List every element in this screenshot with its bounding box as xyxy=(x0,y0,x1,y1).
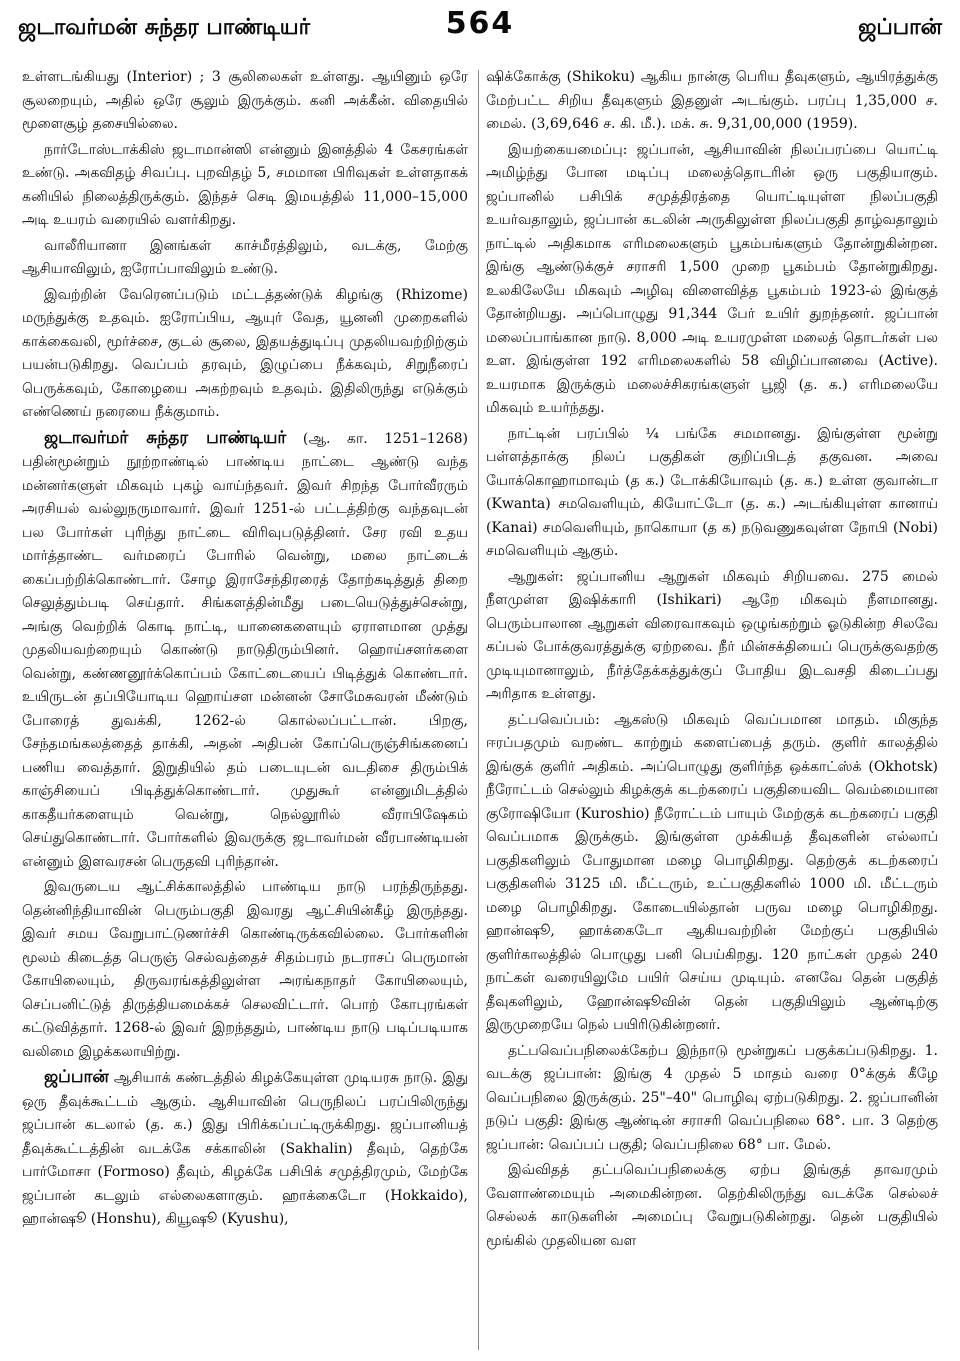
paragraph: நார்டோஸ்டாக்கிஸ் ஜடாமான்ஸி என்னும் இனத்தில் 4 கேசரங்கள் உண்டு. அகவிதழ் சிவப்பு. புறவிதழ் 5, சமமான பிரிவுகள் உள்ளதாகக் கனியில் நிலைத்திருக்கும். இந்தச் செடி இமயத்தில் 11,000–15,000 அடி உயரம் வரையில் வளர்கிறது. xyxy=(22,141,468,228)
paragraph: ஷிக்கோக்கு (Shikoku) ஆகிய நான்கு பெரிய தீவுகளும், ஆயிரத்துக்கு மேற்பட்ட சிறிய தீவுகளும் இதனுள் அடங்கும். பரப்பு 1,35,000 ச. மைல். (3,69,646 ச. கி. மீ.). மக். சு. 9,31,00,000 (1959). xyxy=(486,69,938,132)
left-column xyxy=(22,66,468,1352)
paragraph: இயற்கையமைப்பு: ஜப்பான், ஆசியாவின் நிலப்பரப்பை யொட்டி அமிழ்ந்து போன மடிப்பு மலைத்தொடரின் ஒரு பகுதியாகும். ஜப்பானில் பசிபிக் சமுத்திரத்தை யொட்டியுள்ள நிலப்பகுதி உயர்வதாலும், ஜப்பான் கடலின் அருகிலுள்ள நிலப்பகுதி தாழ்வதாலும் நாட்டில் அதிகமாக எரிமலைகளும் பூகம்பங்களும் தோன்றுகின்றன. இங்கு ஆண்டுக்குச் சராசரி 1,500 முறை பூகம்பம் தோன்றுகிறது. உலகிலேயே மிகவும் அழிவு விளைவித்த பூகம்பம் 1923-ல் இங்குத் தோன்றியது. அப்பொழுது 91,344 பேர் உயிர் துறந்தனர். ஜப்பான் மலைப்பாங்கான நாடு. 8,000 அடி உயரமுள்ள மலைத் தொடர்கள் பல உள. இங்குள்ள 192 எரிமலைகளில் 58 விழிப்பானவை (Active). உயரமாக இருக்கும் மலைச்சிகரங்களுள் பூஜி (த. க.) எரிமலையே மிகவும் உயர்ந்தது. xyxy=(486,141,938,416)
entry-pandiyar xyxy=(22,427,468,875)
page-number: 564 xyxy=(445,6,515,41)
paragraph: இவருடைய ஆட்சிக்காலத்தில் பாண்டிய நாடு பரந்திருந்தது. தென்னிந்தியாவின் பெரும்பகுதி இவரது ஆட்சியின்கீழ் இருந்தது. இவர் சமய வேறுபாட்டுணர்ச்சி கொண்டிருக்கவில்லை. போர்களின் மூலம் கிடைத்த பெருஞ் செல்வத்தைச் சிதம்பரம் நடராசப் பெருமான் கோயிலையும், திருவரங்கத்திலுள்ள அரங்கநாதர் கோயிலையும், செப்பனிட்டுத் திருத்தியமைக்கச் செலவிட்டார். பொற் கோபுரங்கள் கட்டுவித்தார். 1268-ல் இவர் இறந்ததும், பாண்டிய நாடு படிப்படியாக வலிமை இழக்கலாயிற்று. xyxy=(22,879,468,1060)
paragraph: தட்பவெப்பம்: ஆகஸ்டு மிகவும் வெப்பமான மாதம். மிகுந்த ஈரப்பதமும் வறண்ட காற்றும் களைப்பைத் தரும். குளிர் காலத்தில் இங்குக் குளிர் அதிகம். அப்பொழுது குளிர்ந்த ஒக்காட்ஸ்க் (Okhotsk) நீரோட்டம் செல்லும் கிழக்குக் கடற்கரைப் பகுதியைவிட வெம்மையான குரோஷியோ (Kuroshio) நீரோட்டம் பாயும் மேற்குக் கடற்கரைப் பகுதி வெப்பமாக இருக்கும். இங்குள்ள முக்கியத் தீவுகளின் எல்லாப் பகுதிகளிலும் போதுமான மழை பொழிகிறது. தெற்குக் கடற்கரைப் பகுதிகளில் 3125 மி. மீட்டரும், உட்பகுதிகளில் 1000 மி. மீட்டரும் மழை பொழிகிறது. கோடையில்தான் பருவ மழை பொழிகிறது. ஹான்ஷூ, ஹாக்கைடோ ஆகியவற்றின் மேற்குப் பகுதியில் குளிர்காலத்தில் பொழுது பனி பெய்கிறது. 120 நாட்கள் முதல் 240 நாட்கள் வரையிலுமே பயிர் செய்ய முடியும். எனவே தென் பகுதித் தீவுகளிலும், ஹோன்ஷூவின் தென் பகுதியிலும் ஆண்டிற்கு இருமுறையே நெல் பயிரிடுகின்றனர். xyxy=(486,711,938,1033)
paragraph: உள்ளடங்கியது (Interior) ; 3 சூலிலைகள் உள்ளது. ஆயினும் ஒரே சூலறையும், அதில் ஒரே சூலும் இருக்கும். கனி அக்கீன். விதையில் மூளைசூழ் தசையில்லை. xyxy=(22,69,468,132)
paragraph: இவற்றின் வேரெனப்படும் மட்டத்தண்டுக் கிழங்கு (Rhizome) மருந்துக்கு உதவும். ஐரோப்பிய, ஆயுர் வேத, யூனனி முறைகளில் காக்கைவலி, மூர்ச்சை, குடல் சூலை, இதயத்துடிப்பு முதலியவற்றிற்கும் பயன்படுகிறது. வெப்பம் தரவும், இழுப்பை நீக்கவும், சிறுநீரைப் பெருக்கவும், கோழையை அகற்றவும் உதவும். இதிலிருந்து எடுக்கும் எண்ணெய் நரையை நீக்குமாம். xyxy=(22,286,468,420)
entry-headword: ஜப்பான் xyxy=(44,1067,109,1087)
right-column xyxy=(486,66,938,1352)
entry-text: (ஆ. கா. 1251–1268) பதின்மூன்றும் நூற்றாண்டில் பாண்டிய நாட்டை ஆண்டு வந்த மன்னர்களுள் மிகவும் புகழ் வாய்ந்தவர். இவர் சிறந்த போர்வீரரும் அரசியல் வல்லுநருமாவார். இவர் 1251-ல் பட்டத்திற்கு வந்தவுடன் பல போர்கள் புரிந்து நாட்டை விரிவுபடுத்தினர். சேர ரவி உதய மார்த்தாண்ட வர்மரைப் போரில் வென்று, மலை நாட்டைக் கைப்பற்றிக்கொண்டார். சோழ இராசேந்திரரைத் தோற்கடித்துத் திறை செலுத்தும்படி செய்தார். சிங்களத்தின்மீது படையெடுத்துச்சென்று, அங்கு வெற்றிக் கொடி நாட்டி, யானைகளையும் ஏராளமான முத்து முதலியவற்றையும் கொண்டு நாடுதிரும்பினர். ஹொய்சளர்களை வென்று, கண்ணனூர்க்கொப்பம் கோட்டையைப் பிடித்துக் கொண்டார். உயிருடன் தப்பியோடிய ஹொய்சள மன்னன் சோமேசுவரன் மீண்டும் போரைத் துவக்கி, 1262-ல் கொல்லப்பட்டான். பிறகு, சேந்தமங்கலத்தைத் தாக்கி, அதன் அதிபன் கோப்பெருஞ்சிங்கனைப் பணிய வைத்தார். இறுதியில் தம் படையுடன் வடதிசை திரும்பிக் காஞ்சியைப் பிடித்துக்கொண்டார். முதுகூர் என்னுமிடத்தில் காகதீயர்களையும் வென்று, நெல்லூரில் வீராபிஷேகம் செய்துகொண்டார். போர்களில் இவருக்கு ஜடாவர்மன் வீரபாண்டியன் என்னும் இளவரசன் பெருதவி புரிந்தான். xyxy=(22,430,468,870)
entry-headword: ஜடாவர்மர் சுந்தர பாண்டியர் xyxy=(44,427,287,448)
entry-japan xyxy=(22,1066,468,1232)
paragraph: நாட்டின் பரப்பில் ¼ பங்கே சமமானது. இங்குள்ள மூன்று பள்ளத்தாக்கு நிலப் பகுதிகள் குறிப்பிடத் தகுவன. அவை யோக்கொஹாமாவும் (த க.) டோக்கியோவும் (த. க.) உள்ள குவான்டா (Kwanta) சமவெளியும், கியோட்டோ (த. க.) அடங்கியுள்ள கானாய் (Kanai) சமவெளியும், நாகொயா (த க) நடுவணுகவுள்ள நோபி (Nobi) சமவெளியும் ஆகும். xyxy=(486,425,938,559)
entry-text: ஆசியாக் கண்டத்தில் கிழக்கேயுள்ள முடியரசு நாடு. இது ஒரு தீவுக்கூட்டம் ஆகும். ஆசியாவின் பெருநிலப் பரப்பிலிருந்து ஜப்பான் கடலால் (த. க.) இது பிரிக்கப்பட்டிருக்கிறது. ஜப்பானியத் தீவுக்கூட்டத்தின் வடக்கே சக்காலின் (Sakhalin) தீவும், தெற்கே பார்மோசா (Formoso) தீவும், கிழக்கே பசிபிக் சமுத்திரமும், மேற்கே ஜப்பான் கடலும் எல்லைகளாகும். ஹாக்கைடோ (Hokkaido), ஹான்ஷூ (Honshu), கியூஷூ (Kyushu), xyxy=(22,1070,468,1227)
paragraph: இவ்விதத் தட்பவெப்பநிலைக்கு ஏற்ப இங்குத் தாவரமும் வேளாண்மையும் அமைகின்றன. தெற்கிலிருந்து வடக்கே செல்லச் செல்லக் காடுகளின் அமைப்பு வேறுபடுகின்றது. தென் பகுதியில் மூங்கில் முதலியன வள xyxy=(486,1162,938,1249)
page-header xyxy=(18,8,942,68)
paragraph: தட்பவெப்பநிலைக்கேற்ப இந்நாடு மூன்றுகப் பகுக்கப்படுகிறது. 1. வடக்கு ஜப்பான்: இங்கு 4 முதல் 5 மாதம் வரை 0°க்குக் கீழே வெப்பநிலை இருக்கும். 25"–40" பொழிவு ஏற்படுகிறது. 2. ஜப்பானின் நடுப் பகுதி: இங்கு ஆண்டின் சராசரி வெப்பநிலை 68°. பா. 3 தெற்கு ஜப்பான்: வெப்பப் பகுதி; வெப்பநிலை 68° பா. மேல். xyxy=(486,1042,938,1153)
header-right-title: ஜப்பான் xyxy=(858,14,942,40)
paragraph: ஆறுகள்: ஜப்பானிய ஆறுகள் மிகவும் சிறியவை. 275 மைல் நீளமுள்ள இஷிக்காரி (Ishikari) ஆறே மிகவும் நீளமானது. பெரும்பாலான ஆறுகள் விரைவாகவும் ஒழுங்கற்றும் ஓடுகின்ற சிலவே கப்பல் போக்குவரத்துக்கு ஏற்றவை. நீர் மின்சக்தியைப் பெருக்குவதற்கு முடியுமானாலும், நீர்த்தேக்கத்துக்குப் போதிய இடவசதி கிடைப்பது அரிதாக உள்ளது. xyxy=(486,568,938,702)
column-divider xyxy=(478,70,479,1350)
paragraph: வாலீரியானா இனங்கள் காச்மீரத்திலும், வடக்கு, மேற்கு ஆசியாவிலும், ஐரோப்பாவிலும் உண்டு. xyxy=(22,237,468,277)
header-left-title: ஜடாவர்மன் சுந்தர பாண்டியர் xyxy=(18,14,311,40)
